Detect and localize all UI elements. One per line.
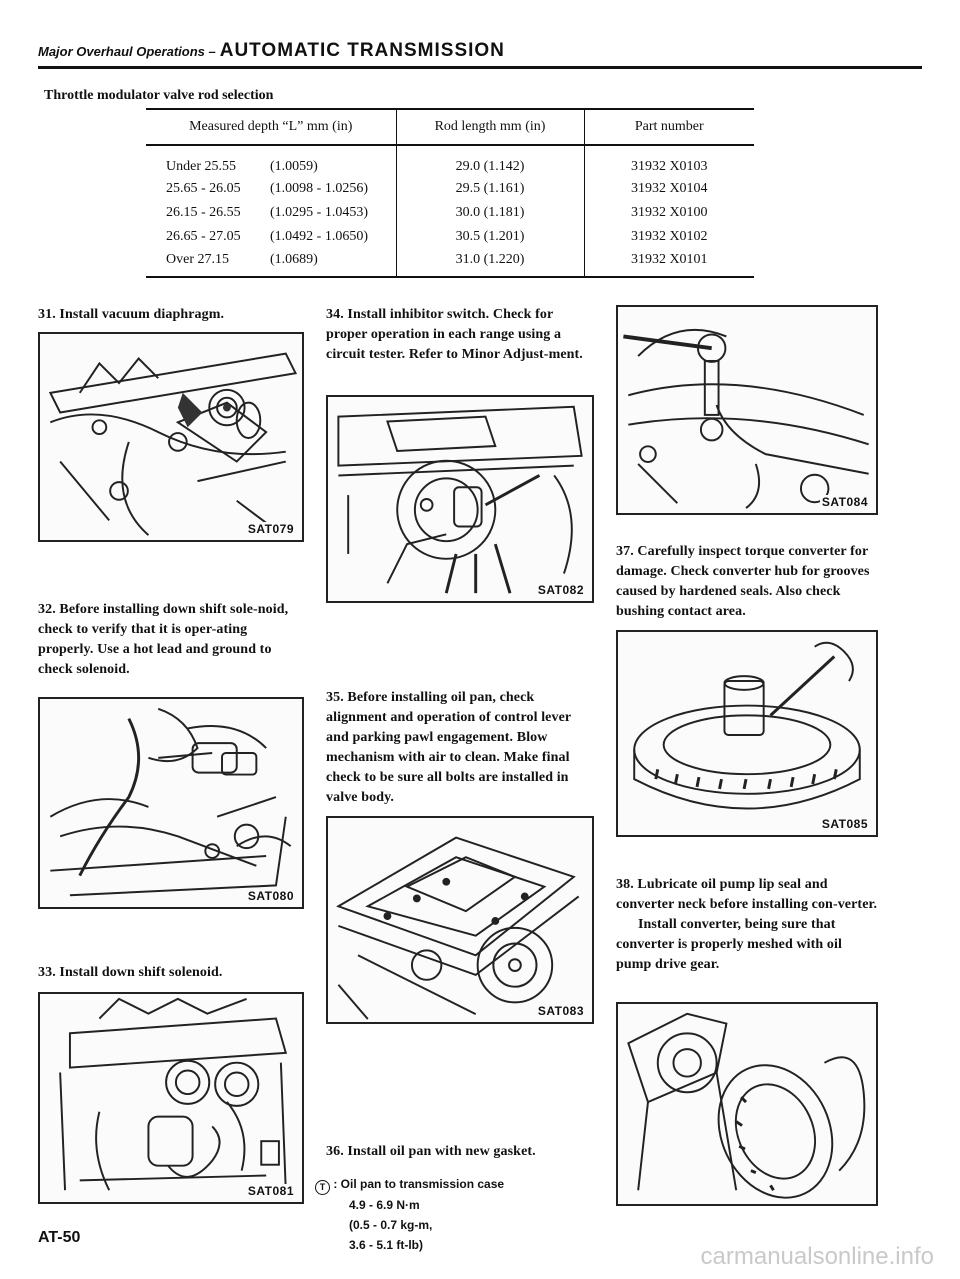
table-row bbox=[146, 177, 754, 201]
vacuum-diaphragm-illustration bbox=[40, 334, 302, 540]
depth-in: (1.0059) bbox=[270, 158, 318, 174]
figure-sat081 bbox=[38, 992, 304, 1204]
figure-sat080 bbox=[38, 697, 304, 909]
figure-sat082 bbox=[326, 395, 594, 603]
depth-cell bbox=[146, 201, 396, 225]
table-row bbox=[146, 249, 754, 277]
step-34: 34. Install inhibitor switch. Check for proper operation in each range using a circuit tester. Refer to Minor Adjust-ment. bbox=[326, 307, 583, 362]
figure-converter-install bbox=[616, 1002, 878, 1206]
solenoid-install-illustration bbox=[40, 994, 302, 1202]
rod-cell: 31.0 (1.220) bbox=[396, 249, 584, 277]
step-38 bbox=[616, 875, 878, 975]
figure-code: SAT080 bbox=[247, 889, 294, 903]
figure-code: SAT085 bbox=[821, 817, 868, 831]
part-cell: 31932 X0104 bbox=[584, 177, 754, 201]
step-38-text: 38. Lubricate oil pump lip seal and converter neck before installing con-verter. bbox=[616, 877, 878, 912]
torque-icon: T bbox=[315, 1180, 330, 1195]
solenoid-test-illustration bbox=[40, 699, 302, 907]
torque-value-kgm: (0.5 - 0.7 kg-m, bbox=[349, 1218, 433, 1232]
depth-mm: 26.65 - 27.05 bbox=[166, 229, 241, 244]
depth-cell bbox=[146, 145, 396, 177]
rod-selection-table bbox=[146, 108, 754, 278]
part-cell: 31932 X0102 bbox=[584, 225, 754, 249]
step-35: 35. Before installing oil pan, check alignment and operation of control lever and parking pawl engagement. Blow mechanism with air to clean. Make final check to be sure all bolts are installed in valve body. bbox=[326, 690, 571, 805]
rod-cell: 30.5 (1.201) bbox=[396, 225, 584, 249]
figure-code: SAT084 bbox=[821, 495, 868, 509]
table-row bbox=[146, 225, 754, 249]
section-label: Major Overhaul Operations – bbox=[38, 44, 216, 59]
torque-value-nm: 4.9 - 6.9 N·m bbox=[349, 1198, 420, 1212]
torque-converter-illustration bbox=[618, 632, 876, 835]
depth-cell bbox=[146, 225, 396, 249]
oil-pan-mechanism-illustration bbox=[328, 818, 592, 1022]
depth-in: (1.0492 - 1.0650) bbox=[270, 229, 368, 244]
part-cell: 31932 X0103 bbox=[584, 145, 754, 177]
depth-mm: 25.65 - 26.05 bbox=[166, 181, 241, 196]
col-header-part: Part number bbox=[584, 109, 754, 145]
table-header-row bbox=[146, 109, 754, 145]
step-38-continued: Install converter, being sure that converter is properly meshed with oil pump drive gear. bbox=[616, 917, 842, 972]
col-header-rod: Rod length mm (in) bbox=[396, 109, 584, 145]
converter-inspection-illustration bbox=[618, 307, 876, 513]
depth-in: (1.0689) bbox=[270, 251, 318, 267]
depth-mm: 26.15 - 26.55 bbox=[166, 205, 241, 220]
page-title: AUTOMATIC TRANSMISSION bbox=[219, 40, 505, 61]
col-header-depth: Measured depth “L” mm (in) bbox=[189, 119, 353, 134]
figure-sat085 bbox=[616, 630, 878, 837]
rod-cell: 30.0 (1.181) bbox=[396, 201, 584, 225]
torque-value-ftlb: 3.6 - 5.1 ft-lb) bbox=[349, 1238, 424, 1252]
step-33: 33. Install down shift solenoid. bbox=[38, 965, 223, 980]
depth-mm: Under 25.55 bbox=[166, 158, 236, 174]
figure-code: SAT083 bbox=[537, 1004, 584, 1018]
inhibitor-switch-illustration bbox=[328, 397, 592, 601]
table-title: Throttle modulator valve rod selection bbox=[44, 88, 274, 103]
part-cell: 31932 X0100 bbox=[584, 201, 754, 225]
figure-code: SAT081 bbox=[247, 1184, 294, 1198]
table-row bbox=[146, 145, 754, 177]
page-header bbox=[38, 40, 922, 70]
step-32: 32. Before installing down shift sole-noid, check to verify that it is oper-ating properly. Use a hot lead and ground to check solenoid. bbox=[38, 602, 289, 677]
torque-spec-label: : Oil pan to transmission case bbox=[333, 1177, 505, 1191]
figure-sat079 bbox=[38, 332, 304, 542]
depth-in: (1.0295 - 1.0453) bbox=[270, 205, 368, 220]
converter-install-illustration bbox=[618, 1004, 876, 1204]
figure-sat084 bbox=[616, 305, 878, 515]
torque-spec bbox=[315, 1174, 504, 1255]
depth-cell bbox=[146, 249, 396, 277]
header-rule bbox=[38, 66, 922, 69]
step-31: 31. Install vacuum diaphragm. bbox=[38, 307, 225, 322]
step-36: 36. Install oil pan with new gasket. bbox=[326, 1144, 536, 1159]
watermark: carmanualsonline.info bbox=[700, 1243, 934, 1270]
depth-mm: Over 27.15 bbox=[166, 251, 229, 267]
part-cell: 31932 X0101 bbox=[584, 249, 754, 277]
depth-cell bbox=[146, 177, 396, 201]
rod-cell: 29.0 (1.142) bbox=[396, 145, 584, 177]
step-37: 37. Carefully inspect torque converter for damage. Check converter hub for grooves caused by hardened seals. Also check bushing contact area. bbox=[616, 544, 870, 619]
depth-in: (1.0098 - 1.0256) bbox=[270, 181, 368, 196]
figure-code: SAT082 bbox=[537, 583, 584, 597]
rod-cell: 29.5 (1.161) bbox=[396, 177, 584, 201]
page-number: AT-50 bbox=[38, 1229, 81, 1246]
figure-code: SAT079 bbox=[247, 522, 294, 536]
figure-sat083 bbox=[326, 816, 594, 1024]
table-row bbox=[146, 201, 754, 225]
